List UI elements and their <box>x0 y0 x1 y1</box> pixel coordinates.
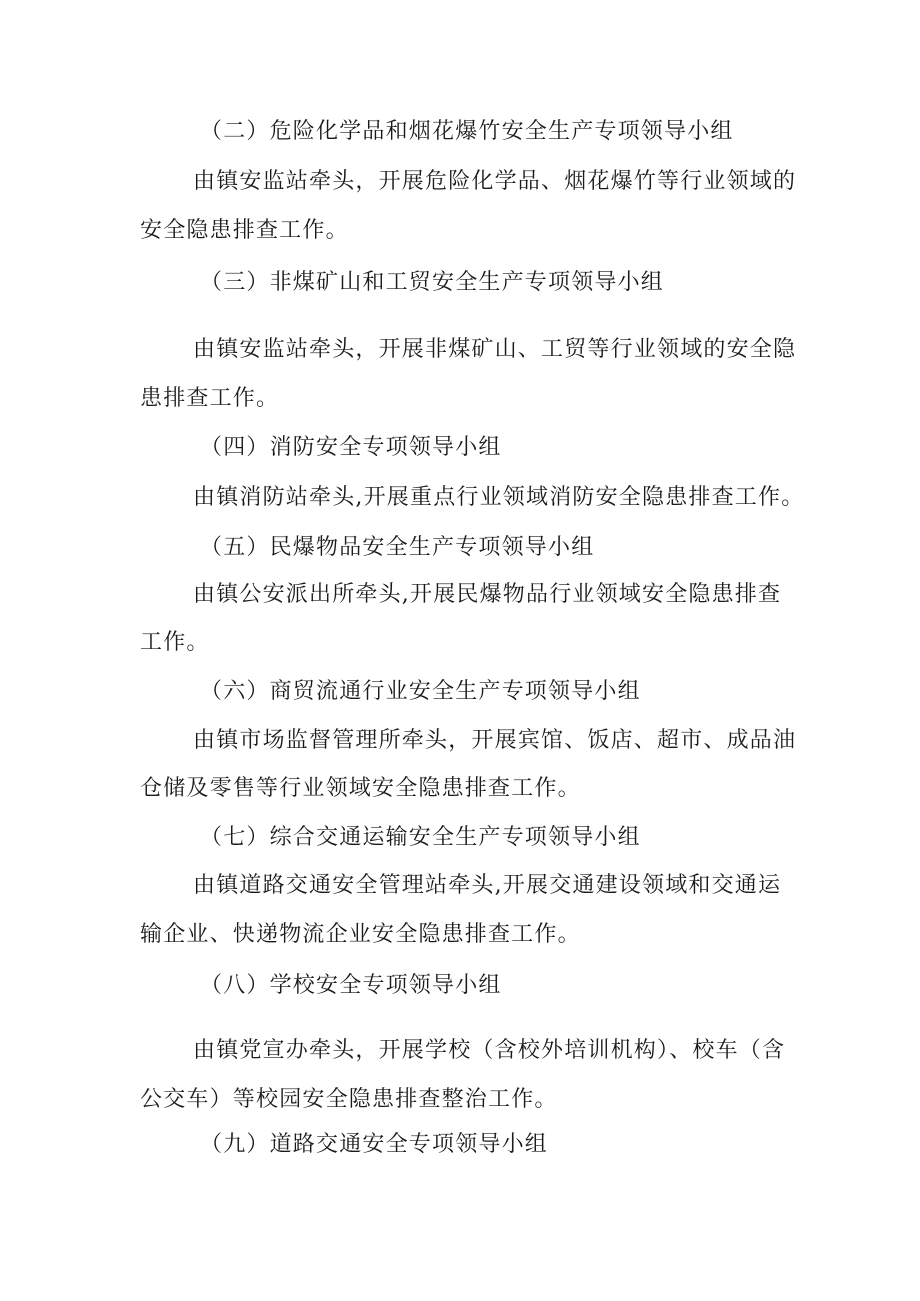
body-line: 患排查工作。 <box>140 386 280 411</box>
body-line: 仓储及零售等行业领域安全隐患排查工作。 <box>140 776 581 801</box>
body-line: 由镇道路交通安全管理站牵头,开展交通建设领域和交通运 <box>193 873 782 898</box>
body-line: 由镇公安派出所牵头,开展民爆物品行业领域安全隐患排查 <box>193 582 782 607</box>
body-line: 由镇市场监督管理所牵头，开展宾馆、饭店、超市、成品油 <box>193 728 797 753</box>
body-line: 由镇消防站牵头,开展重点行业领域消防安全隐患排查工作。 <box>193 485 805 510</box>
body-line: 由镇安监站牵头，开展非煤矿山、工贸等行业领域的安全隐 <box>193 337 797 362</box>
body-line: 由镇安监站牵头，开展危险化学品、烟花爆竹等行业领域的 <box>193 169 797 194</box>
section-heading: （八）学校安全专项领导小组 <box>200 973 502 998</box>
section-heading: （四）消防安全专项领导小组 <box>200 435 502 460</box>
body-line: 安全隐患排查工作。 <box>140 218 349 243</box>
section-heading: （六）商贸流通行业安全生产专项领导小组 <box>200 679 641 704</box>
section-heading: （三）非煤矿山和工贸安全生产专项领导小组 <box>200 270 665 295</box>
section-heading: （九）道路交通安全专项领导小组 <box>200 1132 549 1157</box>
body-line: 工作。 <box>140 630 210 655</box>
body-line: 输企业、快递物流企业安全隐患排查工作。 <box>140 922 581 947</box>
section-heading: （二）危险化学品和烟花爆竹安全生产专项领导小组 <box>200 119 734 144</box>
body-line: 公交车）等校园安全隐患排查整治工作。 <box>140 1087 558 1112</box>
section-heading: （七）综合交通运输安全生产专项领导小组 <box>200 825 641 850</box>
body-line: 由镇党宣办牵头，开展学校（含校外培训机构）、校车（含 <box>193 1038 786 1063</box>
section-heading: （五）民爆物品安全生产专项领导小组 <box>200 535 595 560</box>
